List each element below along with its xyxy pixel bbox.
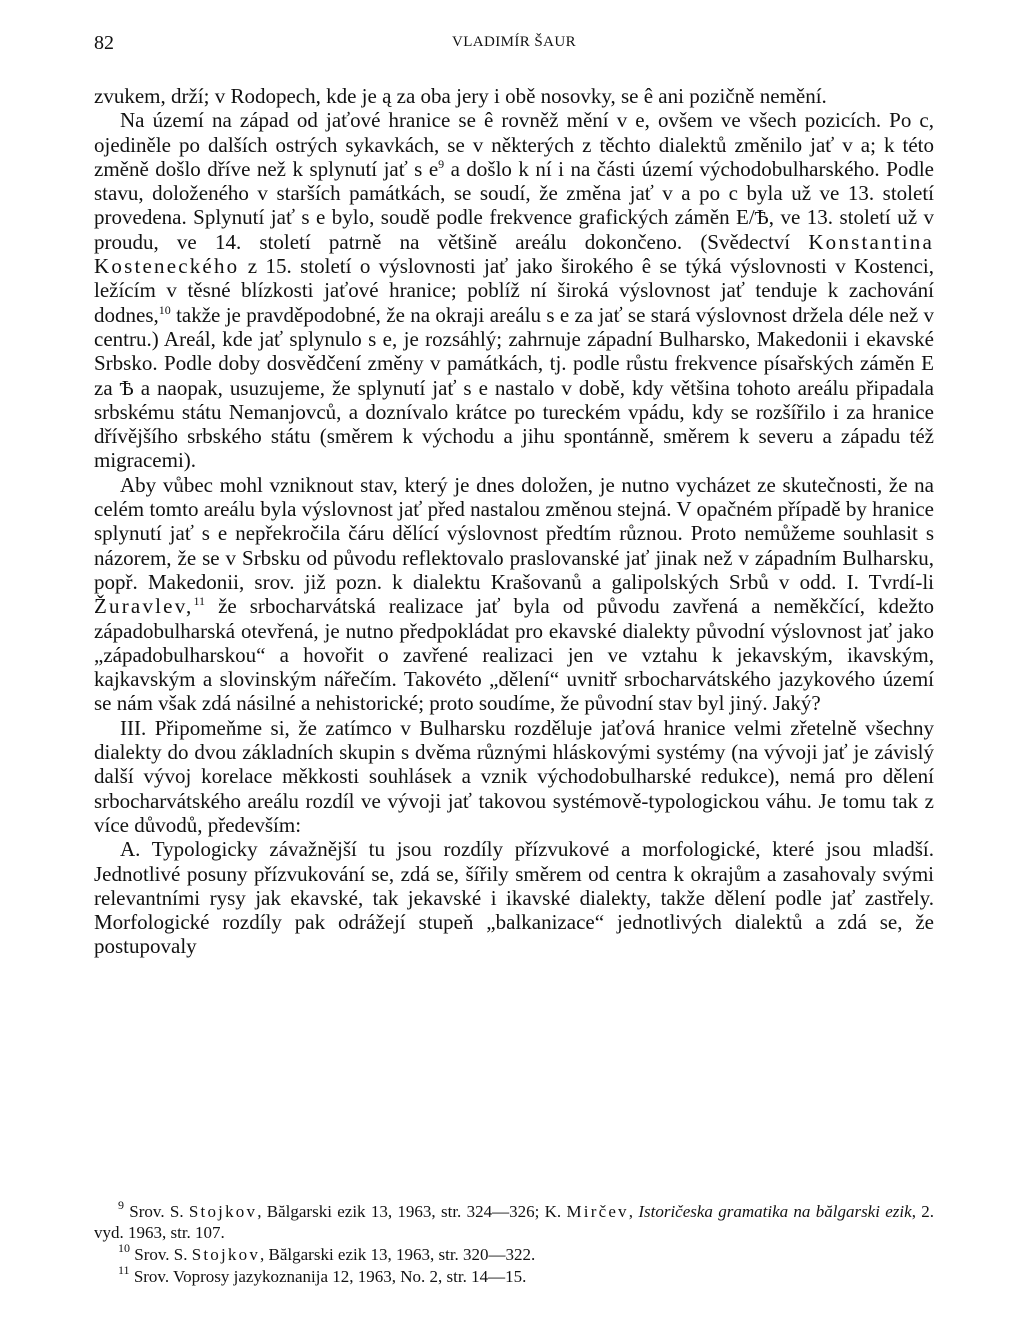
body-text (94, 84, 934, 959)
footnotes (94, 1198, 935, 1288)
footnote: $^{10}$ Srov. S. Stojkov, Bălgarski ezik 13, 1963, str. 320—322. (118, 1241, 536, 1264)
page-header (94, 32, 934, 56)
paragraph: III. Připomeňme si, že zatímco v Bulharsku rozděluje jaťová hranice velmi zřetelně všechny dialekty do dvou základních skupin s dvěma různými hláskovými systémy (na vývoji jať je závislý další vývoj korelace měkkosti souhlásek a vznik východobulharské redukce), nemá pro dělení srbocharvátského areálu rozdíl ve vývoji jať takovou systémově-typologickou váhu. Je tomu tak z více důvodů, především: (94, 715, 934, 837)
document-page (94, 0, 934, 1323)
footnote-ref[interactable]: 10 (158, 302, 171, 317)
paragraph: A. Typologicky závažnější tu jsou rozdíly přízvukové a morfologické, které jsou mladší. Jednotlivé posuny přízvukování se, zdá se, šířily směrem od centra k okrajům a zasahovaly svými relevantními rysy jak ekavské, tak jekavské i ikavské dialekty, takže dělení podle jať zastřely. Morfologické rozdíly pak odrážejí stupeň „balkanizace“ jednotlivých dialektů a zdá se, že postupovaly (94, 837, 934, 959)
page-number: 82 (94, 32, 114, 54)
paragraph: Aby vůbec mohl vzniknout stav, který je dnes doložen, je nutno vycházet ze skutečnosti, že na celém tomto areálu byla výslovnost jať před nastalou změnou stejná. V opačném případě by hranice splynutí jať s e nepřekročila čáru dělící výslovnost předtím různou. Proto nemůžeme souhlasit s názorem, že se v Srbsku od původu reflektovalo praslovanské jať jinak než v západním Bulharsku, popř. Makedonii, srov. již pozn. k dialektu Krašovanů a galipolských Srbů v odd. I. Tvrdí-li Žuravlev,$^{11}$ že srbocharvátská realizace jať byla od původu zavřená a neměkčící, kdežto západobulharská otevřená, je nutno předpokládat pro ekavské dialekty původní výslovnost jať jako „západobulharskou“ a hovořit o zavřené realizaci jen ve vztahu k jekavským, ikavským, kajkavským a slovinským nářečím. Takovéto „dělení“ uvnitř srbocharvátského jazykového území se nám však zdá násilné a nehistorické; proto soudíme, že původní stav byl jiný. Jaký? (94, 472, 934, 716)
paragraph: Na území na západ od jaťové hranice se ê rovněž mění v e, ovšem ve všech pozicích. Po c, ojediněle po dalších ostrých sykavkách, se v některých z těchto dialektů změnilo jať v a; k této změně došlo dříve než k splynutí jať s $e^9$ a došlo k ní i na části území východobulharského. Podle stavu, doloženého v starších památkách, se soudí, že změna jať v a po c byla už ve 13. století provedena. Splynutí jať s e bylo, soudě podle frekvence grafických záměn E/Ѣ, ve 13. století už v proudu, ve 14. století patrně na většině areálu dokončeno. (Svědectví Konstantina Kosteneckého z 15. století o výslovnosti jať jako širokého ê se týká výslovnosti v Kostenci, ležícím v těsné blízkosti jaťové hranice; poblíž ní široká výslovnost jať tenduje k zachování dodnes,$^{10}$ takže je pravděpodobné, že na okraji areálu s e za jať se stará výslovnost držela déle než v centru.) Areál, kde jať splynulo s e, je rozsáhlý; zahrnuje západní Bulharsko, Makedonii i ekavské Srbsko. Podle doby dosvědčení změny v památkách, tj. podle růstu frekvence písařských záměn E za Ѣ a naopak, usuzujeme, že splynutí jať s e nastalo v době, kdy většina tohoto areálu připadala srbskému státu Nemanjovců, a doznívalo krátce po tureckém vpádu, kdy se rozšířilo i za hranice dřívějšího srbského státu (směrem k východu a jihu spontánně, směrem k severu a západu též migracemi). (94, 108, 934, 473)
author-name: Žuravlev, (94, 594, 194, 619)
footnote-ref[interactable]: 9 (438, 156, 445, 171)
footnote: $^{11}$ Srov. Voprosy jazykoznanija 12, 1963, No. 2, str. 14—15. (118, 1263, 527, 1286)
running-head: VLADIMÍR ŠAUR (452, 34, 576, 50)
footnote-ref[interactable]: 11 (193, 594, 206, 609)
author-name: Konstantina Kosteneckého (94, 229, 934, 279)
footnote: $^9$ Srov. S. Stojkov, Bălgarski ezik 13, 1963, str. 324—326; K. Mirčev, Istoričeska gramatika na bălgarski ezik, 2. vyd. 1963, str. 107. (94, 1198, 935, 1242)
paragraph: zvukem, drží; v Rodopech, kde je ą za oba jery i obě nosovky, se ê ani pozičně nemění. (94, 84, 827, 108)
